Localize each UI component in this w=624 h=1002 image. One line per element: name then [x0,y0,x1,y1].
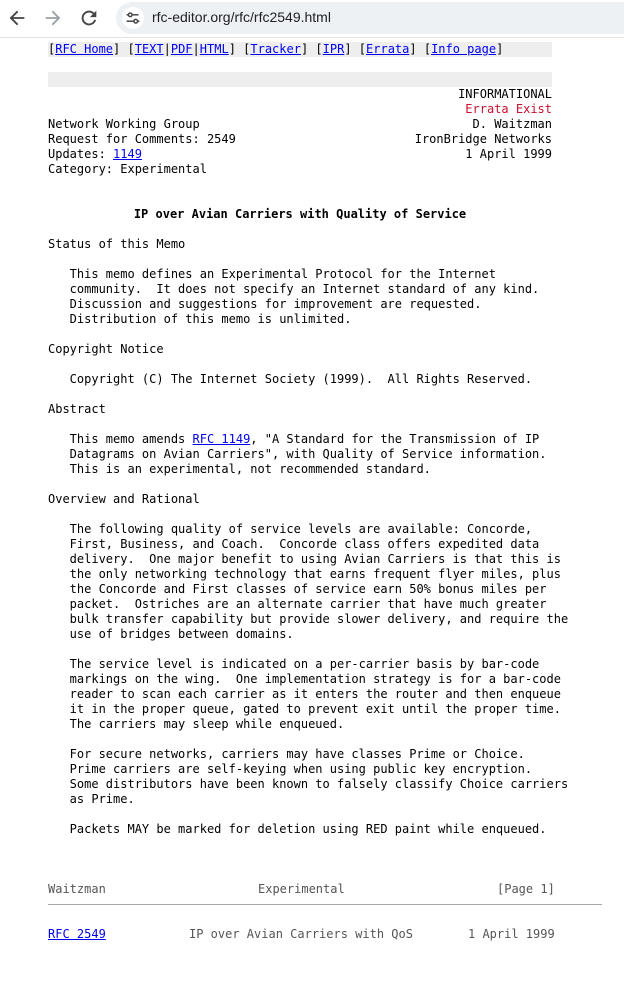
browser-toolbar [0,0,624,38]
overview-heading: Overview and Rational [48,492,200,506]
rfc-nav-bar: [RFC Home] [TEXT|PDF|HTML] [Tracker] [IPR] [Errata] [Info page] [48,42,552,57]
overview-line: markings on the wing. One implementation strategy is for a bar-code [48,672,561,686]
overview-line: The following quality of service levels are available: Concorde, [48,522,533,536]
rfc-2549-link[interactable]: RFC 2549 [48,927,106,941]
reload-icon[interactable] [78,7,100,29]
rfc-1149-link[interactable]: RFC 1149 [192,432,251,446]
page-title: IP over Avian Carriers with Quality of Service [133,207,467,221]
publication-date: 1 April 1999 [465,147,552,161]
status-line: Discussion and suggestions for improvement are requested. [48,297,482,311]
header-row-1 [48,117,624,132]
overview-line: Prime carriers are self-keying when using public key encryption. [48,762,533,776]
overview-line: The service level is indicated on a per-carrier basis by bar-code [48,657,540,671]
overview-line: For secure networks, carriers may have classes Prime or Choice. [48,747,525,761]
updates-rfc-link[interactable]: 1149 [113,147,142,161]
copyright-heading: Copyright Notice [48,342,164,356]
tune-icon[interactable] [122,7,144,29]
overview-line: packet. Ostriches are an alternate carrier that have much greater [48,597,547,611]
errata-exist-label: Errata Exist [465,102,552,116]
url-text[interactable]: rfc-editor.org/rfc/rfc2549.html [152,9,331,25]
author-org: IronBridge Networks [414,132,552,146]
status-line: This memo defines an Experimental Protocol for the Internet [48,267,496,281]
author-name: D. Waitzman [472,117,552,131]
overview-line: Packets MAY be marked for deletion using RED paint while enqueued. [48,822,547,836]
errata-link[interactable]: Errata [366,42,410,56]
abstract-line [48,432,624,447]
html-link[interactable]: HTML [199,42,229,56]
status-line: community. It does not specify an Internet standard of any kind. [48,282,540,296]
header-left-3: Updates: [48,147,114,161]
header-left-4: Category: Experimental [48,162,207,176]
status-heading: Status of this Memo [48,237,186,251]
footer-author: Waitzman [48,882,106,896]
header-left-1: Network Working Group [48,117,200,131]
overview-line: use of bridges between domains. [48,627,294,641]
forward-arrow-icon[interactable] [42,7,64,29]
header-row-2 [48,132,624,147]
page-footer [48,882,624,897]
overview-line: as Prime. [48,792,135,806]
overview-line: delivery. One major benefit to using Avian Carriers is that this is [48,552,561,566]
abstract-line: This is an experimental, not recommended standard. [48,462,431,476]
status-line: Distribution of this memo is unlimited. [48,312,352,326]
rfc-home-link[interactable]: RFC Home [55,42,114,56]
abstract-heading: Abstract [48,402,106,416]
overview-line: Some distributors have been known to falsely classify Choice carriers [48,777,569,791]
overview-line: bulk transfer capability but provide slower delivery, and require the [48,612,569,626]
overview-line: the only networking technology that earns frequent flyer miles, plus [48,567,561,581]
rfc-document [48,42,624,942]
back-arrow-icon[interactable] [6,7,28,29]
overview-line: reader to scan each carrier as it enters the router and then enqueue [48,687,561,701]
status-bar [48,72,552,87]
tracker-link[interactable]: Tracker [250,42,301,56]
abstract-line: Datagrams on Avian Carriers", with Quality of Service information. [48,447,547,461]
overview-line: the Concorde and First classes of service earn 50% bonus miles per [48,582,547,596]
pdf-link[interactable]: PDF [170,42,193,56]
footer-page: [Page 1] [497,882,555,896]
text-link[interactable]: TEXT [134,42,164,56]
footer-category: Experimental [258,882,345,896]
header-left-2: Request for Comments: 2549 [48,132,236,146]
overview-line: First, Business, and Coach. Concorde class offers expedited data [48,537,540,551]
info-page-link[interactable]: Info page [431,42,497,56]
abstract-post: , "A Standard for the Transmission of IP [250,432,540,446]
header-row-3 [48,147,624,162]
next-header-date: 1 April 1999 [468,927,555,941]
overview-line: The carriers may sleep while enqueued. [48,717,345,731]
category-label: INFORMATIONAL [458,87,552,101]
overview-line: it in the proper queue, gated to prevent exit until the proper time. [48,702,561,716]
address-bar[interactable] [116,2,624,34]
short-title: IP over Avian Carriers with QoS [189,927,413,941]
abstract-pre: This memo amends [48,432,193,446]
copyright-text: Copyright (C) The Internet Society (1999). All Rights Reserved. [48,372,533,386]
ipr-link[interactable]: IPR [322,42,345,56]
